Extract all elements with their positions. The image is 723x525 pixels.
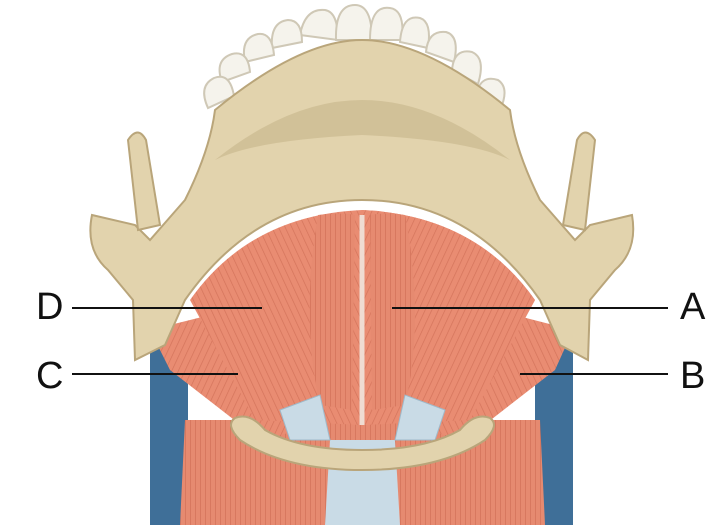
left-coronoid-process xyxy=(128,133,160,231)
left-anterior-strip xyxy=(309,214,355,411)
right-coronoid-process xyxy=(563,133,595,231)
label-a: A xyxy=(680,286,706,328)
label-c: C xyxy=(36,355,64,397)
right-anterior-strip xyxy=(370,214,415,411)
label-d: D xyxy=(36,286,64,328)
label-b: B xyxy=(680,355,706,397)
